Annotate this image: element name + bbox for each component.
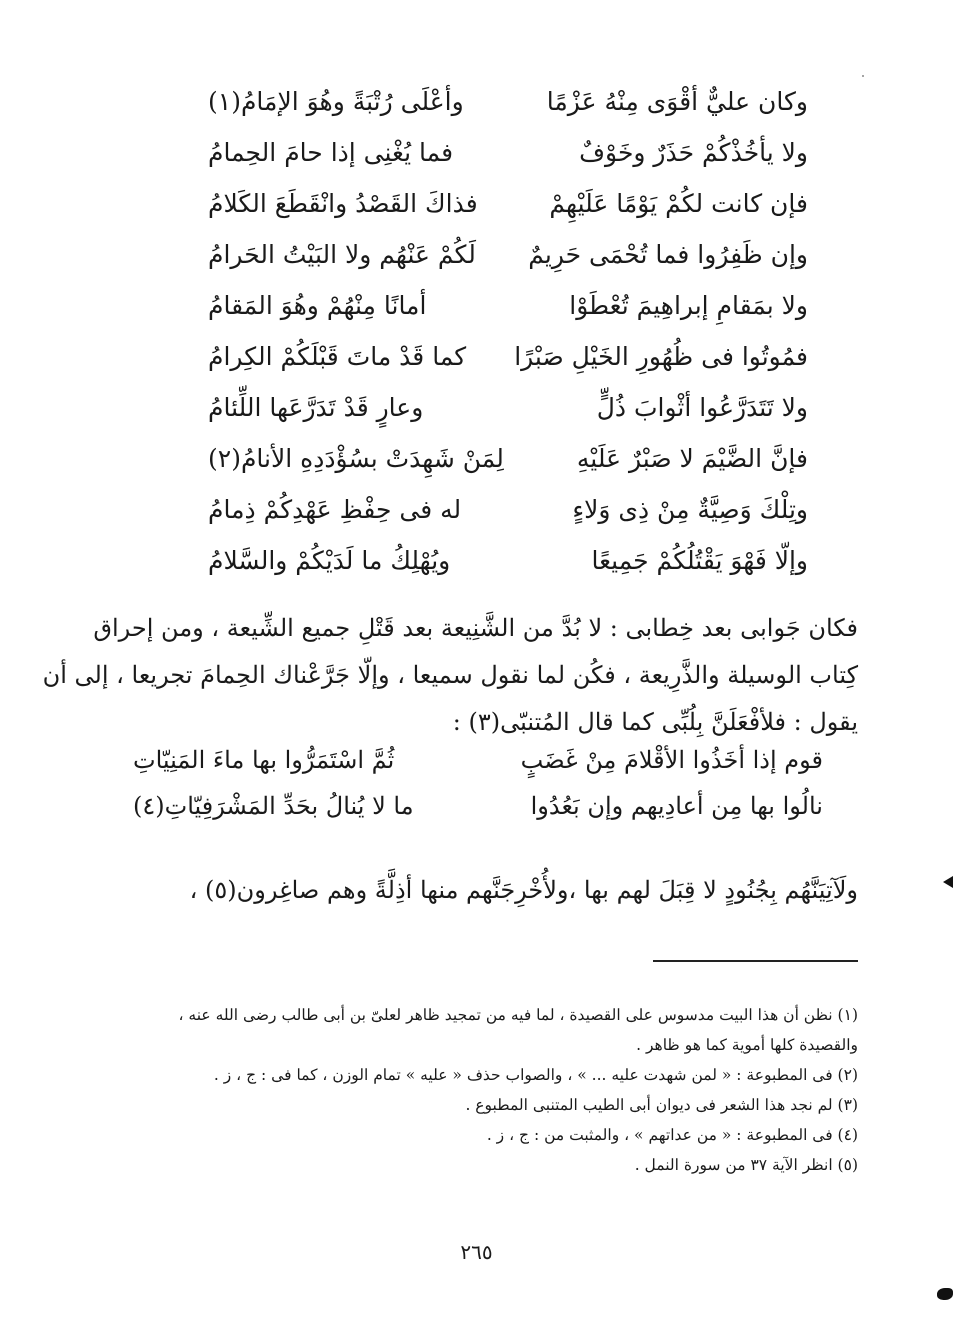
second-hemistich: لَكُمْ عَنْهُم ولا البَيْتُ الحَرامُ xyxy=(208,240,476,269)
scan-speck xyxy=(862,75,864,77)
first-hemistich: وإن ظَفِرُوا فما تُحْمَى حَرِيمٌ xyxy=(528,240,808,269)
first-hemistich: ولا بمَقامِ إبراهِيمَ تُعْطَوْا xyxy=(569,291,808,320)
poem-main xyxy=(208,76,808,586)
prose-line: فكان جَوابى بعد خِطابى : لا بُدَّ من الشَّنِيعة بعد قَتْلِ جميع الشِّيعة ، ومن إحراق xyxy=(93,614,858,642)
first-hemistich: وتِلْكَ وَصِيَّةٌ مِنْ ذِى وَلاءٍ xyxy=(572,495,808,524)
second-hemistich: ثُمَّ اسْتَمَرُّوا بها ماءَ المَنِيّاتِ xyxy=(133,746,395,774)
first-hemistich: فإنَّ الضَّيْمَ لا صَبْرٌ عَلَيْهِ xyxy=(576,444,808,473)
second-hemistich: وأعْلَى رُتْبَةً وهُوَ الإمَامُ(١) xyxy=(208,87,464,116)
first-hemistich: نالُوا بها مِن أعادِيهم وإن بَعُدُوا xyxy=(530,792,823,820)
poem-verse xyxy=(208,382,808,433)
first-hemistich: فإن كانت لكُمْ يَوْمًا عَلَيْهِمْ xyxy=(549,189,808,218)
second-hemistich: كما قَدْ ماتَ قَبْلَكُمْ الكِرامُ xyxy=(208,342,467,371)
footnote: (١) نظن أن هذا البيت مدسوس على القصيدة ، لما فيه من تمجيد ظاهر لعلىّ بن أبى طالب رضى الله عنه ، xyxy=(178,1006,858,1024)
footnote: (٢) فى المطبوعة : « لمن شهدت عليه ... » ، والصواب حذف « عليه » تمام الوزن ، كما فى : ج ، ز . xyxy=(213,1066,858,1084)
second-hemistich: ما لا يُنالُ بحَدِّ المَشْرَفِيّاتِ(٤) xyxy=(133,792,414,820)
prose-line: يقول : فلأفْعَلَنَّ بِلُبِّى كما قال المُتنبّى(٣) : xyxy=(452,708,858,736)
page-number: ٢٦٥ xyxy=(460,1240,493,1264)
poem-verse xyxy=(208,127,808,178)
poem-verse xyxy=(208,433,808,484)
poem-verse xyxy=(208,229,808,280)
footnote: (٥) انظر الآية ٣٧ من سورة النمل . xyxy=(634,1156,858,1174)
footnote-separator xyxy=(653,960,858,962)
second-hemistich: وعارٍ قَدْ تَدَرَّعَها اللِّئامُ xyxy=(208,393,424,422)
footnote: (٣) لم نجد هذا الشعر فى ديوان أبى الطيب المتنبى المطبوع . xyxy=(465,1096,858,1114)
prose-line: كِتاب الوسيلة والذَّرِيعة ، فكُن لما نقول سميعا ، وإلّا جَرَّعْناك الحِمامَ تجريعا ، إلى أن xyxy=(42,661,858,689)
prose-paragraph xyxy=(42,605,858,746)
footnote: (٤) فى المطبوعة : « من عداتهم » ، والمثبت من : ج ، ز . xyxy=(486,1126,858,1144)
second-hemistich: له فى حِفْظِ عَهْدِكُمْ ذِمامُ xyxy=(208,495,462,524)
poem-verse xyxy=(208,76,808,127)
poem-verse xyxy=(208,280,808,331)
poem-verse xyxy=(208,331,808,382)
second-hemistich: فما يُغْنِى إذا حامَ الحِمامُ xyxy=(208,138,454,167)
poem-quoted xyxy=(133,737,823,829)
footnote-continuation: والقصيدة كلها أموية كما هو ظاهر . xyxy=(636,1036,858,1054)
second-hemistich: فذاكَ القَصْدُ وانْقَطَعَ الكَلامُ xyxy=(208,189,478,218)
poem-verse xyxy=(133,783,823,829)
poem-verse xyxy=(208,484,808,535)
second-hemistich: ويُهْلِكُ ما لَدَيْكُمْ والسَّلامُ xyxy=(208,546,451,575)
second-hemistich: لِمَنْ شَهِدَتْ بسُؤْدَدِهِ الأنامُ(٢) xyxy=(208,444,504,473)
first-hemistich: فمُوتُوا فى ظُهُورِ الخَيْلِ صَبْرًا xyxy=(514,342,808,371)
quran-quote-line: ولَآتِيَنَّهُم بِجُنُودٍ لا قِبَلَ لهم بها ،ولأُخْرِجَنَّهم منها أذِلَّةً وهم صاغِرون(٥) ، xyxy=(189,876,858,904)
first-hemistich: وإلّا فَهْوَ يَقْتُلُكُمْ جَمِيعًا xyxy=(591,546,808,575)
poem-verse xyxy=(133,737,823,783)
poem-verse xyxy=(208,178,808,229)
first-hemistich: ولا تَتَدَرَّعُوا أثْوابَ ذُلٍّ xyxy=(596,393,808,422)
first-hemistich: وكان عليٌّ أقْوَى مِنْهُ عَزْمًا xyxy=(546,87,808,116)
first-hemistich: قوم إذا أخَذُوا الأقْلامَ مِنْ غَضَبٍ xyxy=(520,746,823,774)
poem-verse xyxy=(208,535,808,586)
first-hemistich: ولا يأخُذْكُمْ حَذَرٌ وخَوْفٌ xyxy=(579,138,808,167)
scan-smudge-mark xyxy=(937,1288,953,1300)
footnotes xyxy=(128,1000,858,1180)
second-hemistich: أمانًا مِنْهُمْ وهُوَ المَقامُ xyxy=(208,291,427,320)
